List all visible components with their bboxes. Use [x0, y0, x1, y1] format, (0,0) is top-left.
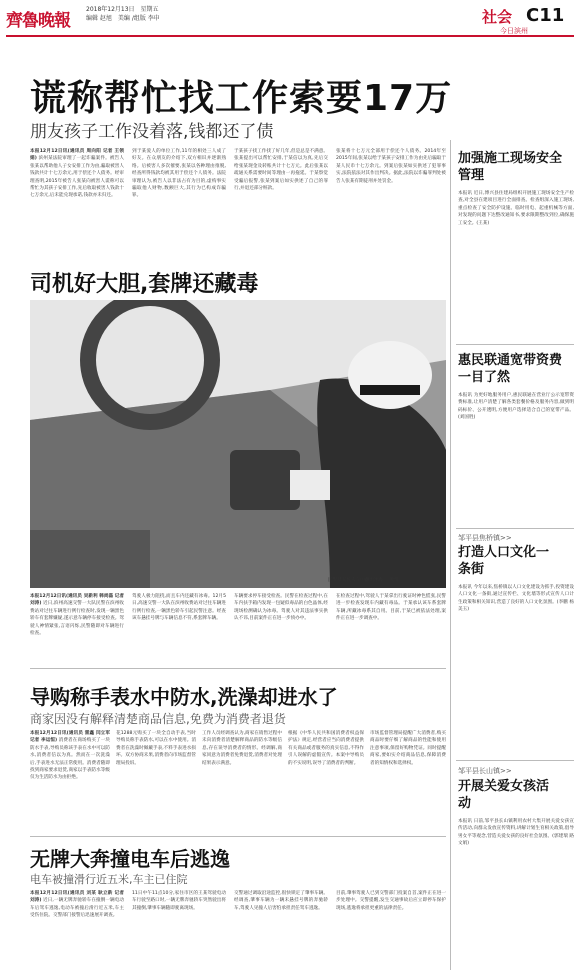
sidebar-story2-body: 本报讯 为更好地服务用户,惠民联通在营业厅公示宽带资费标准,让用户清楚了解各类套餐价格及服务内容,做到明码标价、公开透明,方便用户选择适合自己的宽带产品。(刘国胜): [458, 393, 574, 421]
story1-subheadline: 朋友孩子工作没着落,钱都还了债: [30, 122, 274, 142]
divider: [30, 668, 446, 669]
story1-column-1: [30, 148, 124, 256]
story3-headline: 导购称手表水中防水,洗澡却进水了: [30, 685, 338, 709]
story2-photo-caption: 民警从驾驶人车中翻出冰毒。 供图: [328, 578, 399, 583]
story4-text-1: 近日,一辆无牌奔驰轿车在撞倒一辆电动车后驾车逃逸,电动车被撞后滑行近五米,车主受伤住院。交警部门接警后迅速展开调查。: [30, 898, 124, 919]
story1-column-4: 张某将十七万元全部用于偿还个人债务。2014年至2015年间,张某以给于某孩子安排工作为由先后骗取于某人民币十七万余元。到案后张某如实供述了犯罪事实,法院依法对其作出判决。据此,法院以诈骗罪判处被告人张某有期徒刑并处罚金。: [336, 149, 446, 184]
newspaper-logo: 齊魯晚報: [6, 11, 70, 31]
divider: [456, 344, 574, 345]
divider: [30, 836, 446, 837]
divider: [456, 528, 574, 529]
story3-text-1: 消费者在商场购买了一块防水手表,导购员称该手表在水中可以防水,消费者信以为真。然而在一次洗澡后,手表进水无法正常使用。消费者随即找到商家要求退货,商家以手表防水等级仅为生活防水为由拒绝。: [30, 738, 110, 781]
sidebar-story1-body: 本报讯 近日,博兴县住建局组织开展施工现场安全生产检查,对全县在建项目进行全面排查。检查组深入施工现场,重点检查了安全防护设施、临时用电、起重机械等方面,对发现的问题下达整改通知书,要求限期整改到位,确保施工安全。(王某): [458, 191, 574, 226]
page-header: [0, 0, 580, 36]
story4-column-1: [30, 890, 124, 972]
story4-headline: 无牌大奔撞电车后逃逸: [30, 847, 230, 871]
story3-subheadline: 商家因没有解释清楚商品信息,免费为消费者退货: [30, 712, 286, 726]
story1-column-2: 到于某爱人的单位工作,11年的相处三人成了好友。在众朋友的介绍下,双方相识并逐渐熟络。后被害人多次催要,张某以各种理由推脱,经查所得钱款均被其用于偿还个人债务。法院审理认为,被告人以非法占有为目的,虚构事实骗取他人财物,数额巨大,其行为已构成诈骗罪。: [132, 149, 226, 199]
sidebar-story1-headline: 加强施工现场安全管理: [458, 151, 563, 183]
story4-column-4: 目前,肇事驾驶人已到交警部门投案自首,案件正在进一步处理中。交警提醒,发生交通事故后应立即停车保护现场,逃逸将承担更重的法律责任。: [336, 891, 446, 911]
divider: [456, 760, 574, 761]
story3-byline: 本报12月12日讯(通讯员 雷鑫 闫立军 记者 李运恒): [30, 731, 110, 744]
sidebar-story3-headline: 打造人口文化一条街: [458, 545, 550, 577]
date-line: 2018年12月13日 星期五: [86, 6, 159, 13]
story4-column-3: 交警通过调取沿途监控,很快锁定了肇事车辆。经调查,肇事车辆为一辆未悬挂号牌的奔驰轿车,驾驶人见撞人后害怕承担责任驾车逃逸。: [234, 891, 328, 911]
story2-byline: 本报12月12日讯(通讯员 吴新利 韩尚磊 记者 刘涛): [30, 594, 124, 607]
story4-subheadline: 电车被撞滑行近五米,车主已住院: [30, 873, 188, 886]
story2-text-1: 近日,滨州高速交警一大队民警在滨州收费站对过往车辆进行例行检查时,发现一辆黑色轿车有套牌嫌疑,遂示意车辆停车接受检查。驾驶人神情紧张,言语闪烁,民警随即对车辆进行检查。: [30, 601, 124, 637]
story3-column-2: 花1288元购买了一块全自动手表,当时导购员称手表防水,可以在水中使用。消费者在洗澡时佩戴手表,不料手表进水损坏。双方协商未果,消费者向市场监督管理局投诉。: [116, 731, 196, 766]
story1-byline: 本报12月12日讯(通讯员 周向阳 记者 王领娟): [30, 149, 124, 162]
editors-line: 编辑 赵旭 美编 /组版 李申: [86, 15, 160, 22]
story3-column-5: 市场监督管理局提醒广大消费者,购买商品时要仔细了解商品的性能和使用注意事项,保留好购物凭证。同时提醒商家,要如实介绍商品信息,保障消费者的知情权和选择权。: [370, 731, 446, 766]
subsection-name: 今日滨州: [500, 27, 528, 35]
sidebar-story4-headline: 开展关爱女孩活动: [458, 779, 550, 811]
story4-byline: 本报12月12日讯(通讯员 刘某 耿立新 记者 刘涛): [30, 891, 124, 904]
date-info: [86, 5, 160, 23]
story2-column-3: 车辆要求停车接受检查。民警在检查过程中,在车内扶手箱内发现一包疑似毒品的白色晶体,经现场检测确认为冰毒。驾驶人对其违法事实供认不讳,目前案件正在进一步侦办中。: [234, 594, 328, 622]
section-name: 社会: [482, 8, 513, 26]
sidebar-story2-headline: 惠民联通宽带资费一目了然: [458, 353, 563, 385]
story3-column-3: 工作人员经调查认为,商家在销售过程中未向消费者清楚解释商品的防水等级信息,存在误导消费者的情形。经调解,商家同意为消费者免费退货,消费者对处理结果表示满意。: [202, 731, 282, 766]
sidebar-story4-kicker: 邹平县长山镇>>: [458, 767, 512, 775]
header-rule: [6, 35, 574, 37]
story2-column-2: 驾驶人极力阻挠,而且车内还藏有冰毒。12月5日,高速交警一大队在滨州收费站对过往车辆进行例行检查,一辆黑色轿车引起民警注意。经查该车悬挂号牌与车辆信息不符,系套牌车辆。: [132, 594, 226, 622]
sidebar-story4-body: 本报讯 日前,邹平县长山镇利用农村大集开展关爱女孩宣传活动,向群众发放宣传资料,讲解计划生育相关政策,倡导男女平等观念,营造关爱女孩的良好社会氛围。(郭建瑞 路文娟): [458, 819, 574, 847]
story2-headline: 司机好大胆,套牌还藏毒: [30, 272, 259, 297]
story2-column-4: 在检查过程中,驾驶人于某拿出行驶证时神色慌张,民警进一步检查发现车内藏有毒品。于某承认该车系套牌车辆,所藏冰毒系其自用。目前,于某已被依法处理,案件正在进一步调查中。: [336, 594, 446, 622]
story3-column-1: [30, 730, 110, 830]
sidebar-divider: [450, 140, 451, 970]
story1-column-3: 于某孩子找工作找了好几年,但是总是不满意。张某提出可以帮忙安排,于某信以为真,先后交给张某现金及转账共计十七万元。此后张某以疏通关系需要时间等理由一再拖延。于某察觉受骗后报警,张某到案后如实供述了自己的罪行,并退还部分赃款。: [234, 149, 328, 192]
story4-column-2: 11日中午11点10分,家住市区的王某驾驶电动车行驶至路口时,一辆无牌奔驰轿车突然驶出将其撞倒,肇事车辆随即驶离现场。: [132, 891, 226, 911]
car-interior-illustration: [30, 300, 446, 588]
sidebar-story3-kicker: 邹平县焦桥镇>>: [458, 534, 512, 542]
page-number: C11: [526, 5, 565, 26]
story1-text-1: 滨州某法院审理了一起诈骗案件。被告人张某以帮助他人子女安排工作为由,骗取被害人钱款共计十七万余元,用于偿还个人债务。经审理查明,2015年被告人张某向被害人谎称可以帮忙为其孩子安排工作,先后收取被害人钱款十七万余元,后未能兑现承诺,钱款亦未归还。: [30, 156, 124, 199]
story2-photo: [30, 300, 446, 588]
story2-column-1: [30, 593, 124, 661]
story1-headline: 谎称帮忙找工作索要17万: [30, 78, 453, 119]
sidebar-story3-body: 本报讯 今年以来,焦桥镇以人口文化建设为抓手,投资建设人口文化一条街,通过宣传栏、文化墙等形式宣传人口计生政策和相关知识,营造了良好的人口文化氛围。(李鹏 杨美玉): [458, 585, 574, 613]
story3-column-4: 根据《中华人民共和国消费者权益保护法》规定,经营者应当向消费者提供有关商品或者服务的真实信息,不得作引人误解的虚假宣传。本案中导购员的不实说明,误导了消费者的判断。: [288, 731, 364, 766]
